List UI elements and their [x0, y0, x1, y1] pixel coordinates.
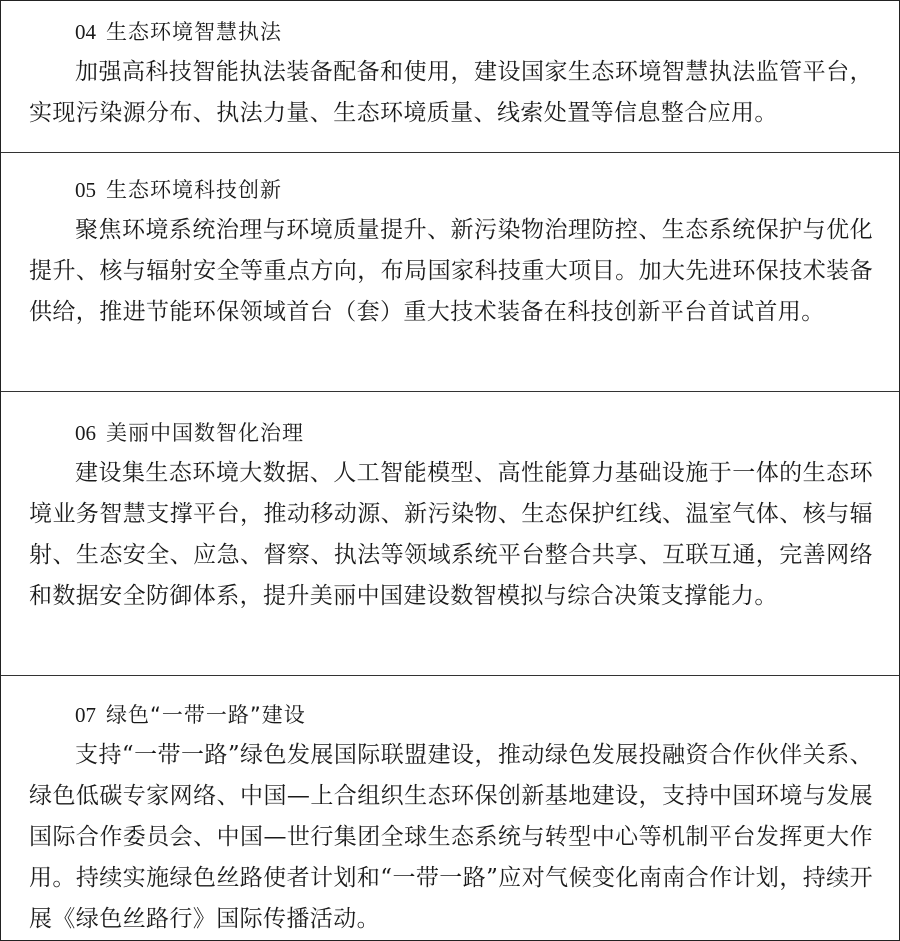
section-heading [29, 175, 873, 205]
section-number: 07 [75, 703, 96, 727]
section-heading [29, 700, 873, 730]
section-07 [1, 675, 899, 940]
section-heading [29, 418, 873, 448]
section-05 [1, 152, 899, 391]
section-body: 聚焦环境系统治理与环境质量提升、新污染物治理防控、生态系统保护与优化提升、核与辐射安全等重点方向，布局国家科技重大项目。加大先进环保技术装备供给，推进节能环保领域首台（套）重大技术装备在科技创新平台首试首用。 [29, 217, 873, 325]
section-title: 生态环境科技创新 [106, 178, 282, 202]
section-title: 绿色“一带一路”建设 [106, 703, 306, 727]
section-body: 加强高科技智能执法装备配备和使用，建设国家生态环境智慧执法监管平台，实现污染源分布、执法力量、生态环境质量、线索处置等信息整合应用。 [29, 59, 873, 126]
section-number: 04 [75, 20, 96, 44]
section-04 [1, 1, 899, 152]
section-number: 06 [75, 421, 96, 445]
section-number: 05 [75, 178, 96, 202]
section-body: 建设集生态环境大数据、人工智能模型、高性能算力基础设施于一体的生态环境业务智慧支撑平台，推动移动源、新污染物、生态保护红线、温室气体、核与辐射、生态安全、应急、督察、执法等领域系统平台整合共享、互联互通，完善网络和数据安全防御体系，提升美丽中国建设数智模拟与综合决策支撑能力。 [29, 460, 873, 609]
section-heading [29, 17, 873, 47]
section-title: 美丽中国数智化治理 [106, 421, 304, 445]
section-body: 支持“一带一路”绿色发展国际联盟建设，推动绿色发展投融资合作伙伴关系、绿色低碳专家网络、中国—上合组织生态环保创新基地建设，支持中国环境与发展国际合作委员会、中国—世行集团全球生态系统与转型中心等机制平台发挥更大作用。持续实施绿色丝路使者计划和“一带一路”应对气候变化南南合作计划，持续开展《绿色丝路行》国际传播活动。 [29, 742, 873, 932]
section-title: 生态环境智慧执法 [106, 20, 282, 44]
section-06 [1, 391, 899, 675]
